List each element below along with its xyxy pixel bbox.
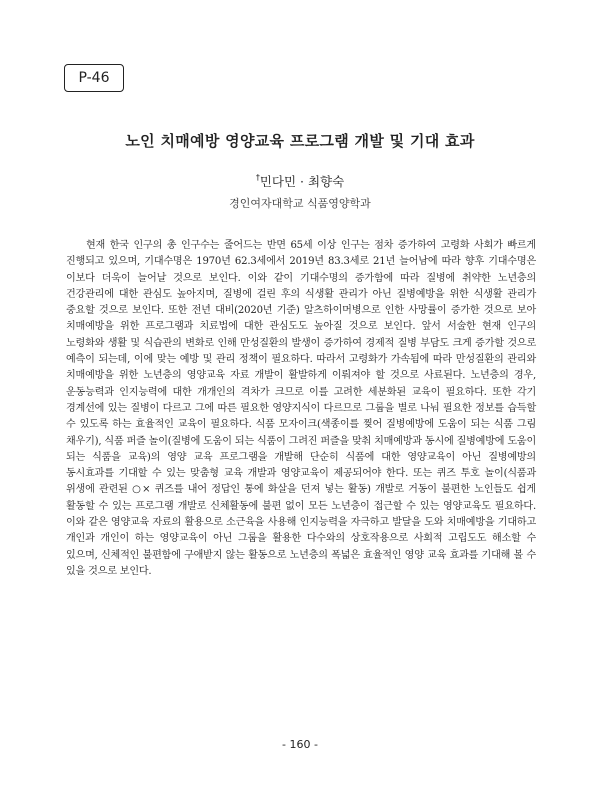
paper-title: 노인 치매예방 영양교육 프로그램 개발 및 기대 효과	[125, 132, 475, 150]
abstract-body: 현재 한국 인구의 총 인구수는 줄어드는 반면 65세 이상 인구는 점차 증가하여 고령화 사회가 빠르게 진행되고 있으며, 기대수명은 1970년 62.3세에서 2019년 83.3세로 21년 늘어남에 따라 향후 기대수명은 이보다 더욱이 늘어날 것으로 보인다. 이와 같이 기대수명의 증가함에 따라 질병에 취약한 노년층의 건강관리에 대한 관심도 높아지며, 질병에 걸린 후의 식생활 관리가 아닌 질병예방을 위한 식생활 관리가 중요할 것으로 보인다. 또한 전년 대비(2020년 기준) 알츠하이머병으로 인한 사망률이 증가한 것으로 보아 치매예방을 위한 프로그램과 치료법에 대한 관심도도 높아질 것으로 보인다. 앞서 서술한 현재 인구의 노령화와 생활 및 식습관의 변화로 인해 만성질환의 발생이 증가하여 경제적 질병 부담도 크게 증가할 것으로 예측이 되는데, 이에 맞는 예방 및 관리 정책이 필요하다. 따라서 고령화가 가속됨에 따라 만성질환의 관리와 치매예방을 위한 노년층의 영양교육 자료 개발이 활발하게 이뤄져야 할 것으로 사료된다. 노년층의 경우, 운동능력과 인지능력에 대한 개개인의 격차가 크므로 이를 고려한 세분화된 교육이 필요하다. 또한 각기 경계선에 있는 질병이 다르고 그에 따른 필요한 영양지식이 다르므로 그룹을 별로 나눠 필요한 정보를 습득할 수 있도록 하는 효율적인 교육이 필요하다. 식품 모자이크(색종이를 찢어 질병예방에 도움이 되는 식품 그림 채우기), 식품 퍼즐 놀이(질병에 도움이 되는 식품이 그려진 퍼즐을 맞춰 치매예방과 동시에 질병예방에 도움이 되는 식품을 교육)의 영양 교육 프로그램을 개발해 단순히 식품에 대한 영양교육이 아닌 질병예방의 동시효과를 기대할 수 있는 맞춤형 교육 개발과 영양교육이 제공되어야 한다. 또는 퀴즈 투호 놀이(식품과 위생에 관련된 ○× 퀴즈를 내어 정답인 통에 화살을 던져 넣는 활동) 개발로 거동이 불편한 노인들도 쉽게 활동할 수 있는 프로그램 개발로 신체활동에 불편 없이 모든 노년층이 접근할 수 있는 영양교육도 필요하다. 이와 같은 영양교육 자료의 활용으로 소근육을 사용해 인지능력을 자극하고 발달을 도와 치매예방을 기대하고 개인과 개인이 하는 영양교육이 아닌 그룹을 활용한 다수와의 상호작용으로 사회적 고립도도 해소할 수 있으며, 신체적인 불편함에 구애받지 않는 활동으로 노년층의 폭넓은 효율적인 영양 교육 효과를 기대해 볼 수 있을 것으로 보인다.	[66, 240, 536, 577]
poster-code-box	[64, 64, 124, 92]
affiliation: 경인여자대학교 식품영양학과	[229, 197, 371, 210]
author-names: 민다민 · 최향숙	[259, 174, 345, 189]
poster-code: P-46	[78, 70, 110, 86]
page-number: - 160 -	[282, 738, 318, 751]
authors	[0, 172, 600, 190]
corresponding-author-mark: †	[255, 173, 260, 182]
